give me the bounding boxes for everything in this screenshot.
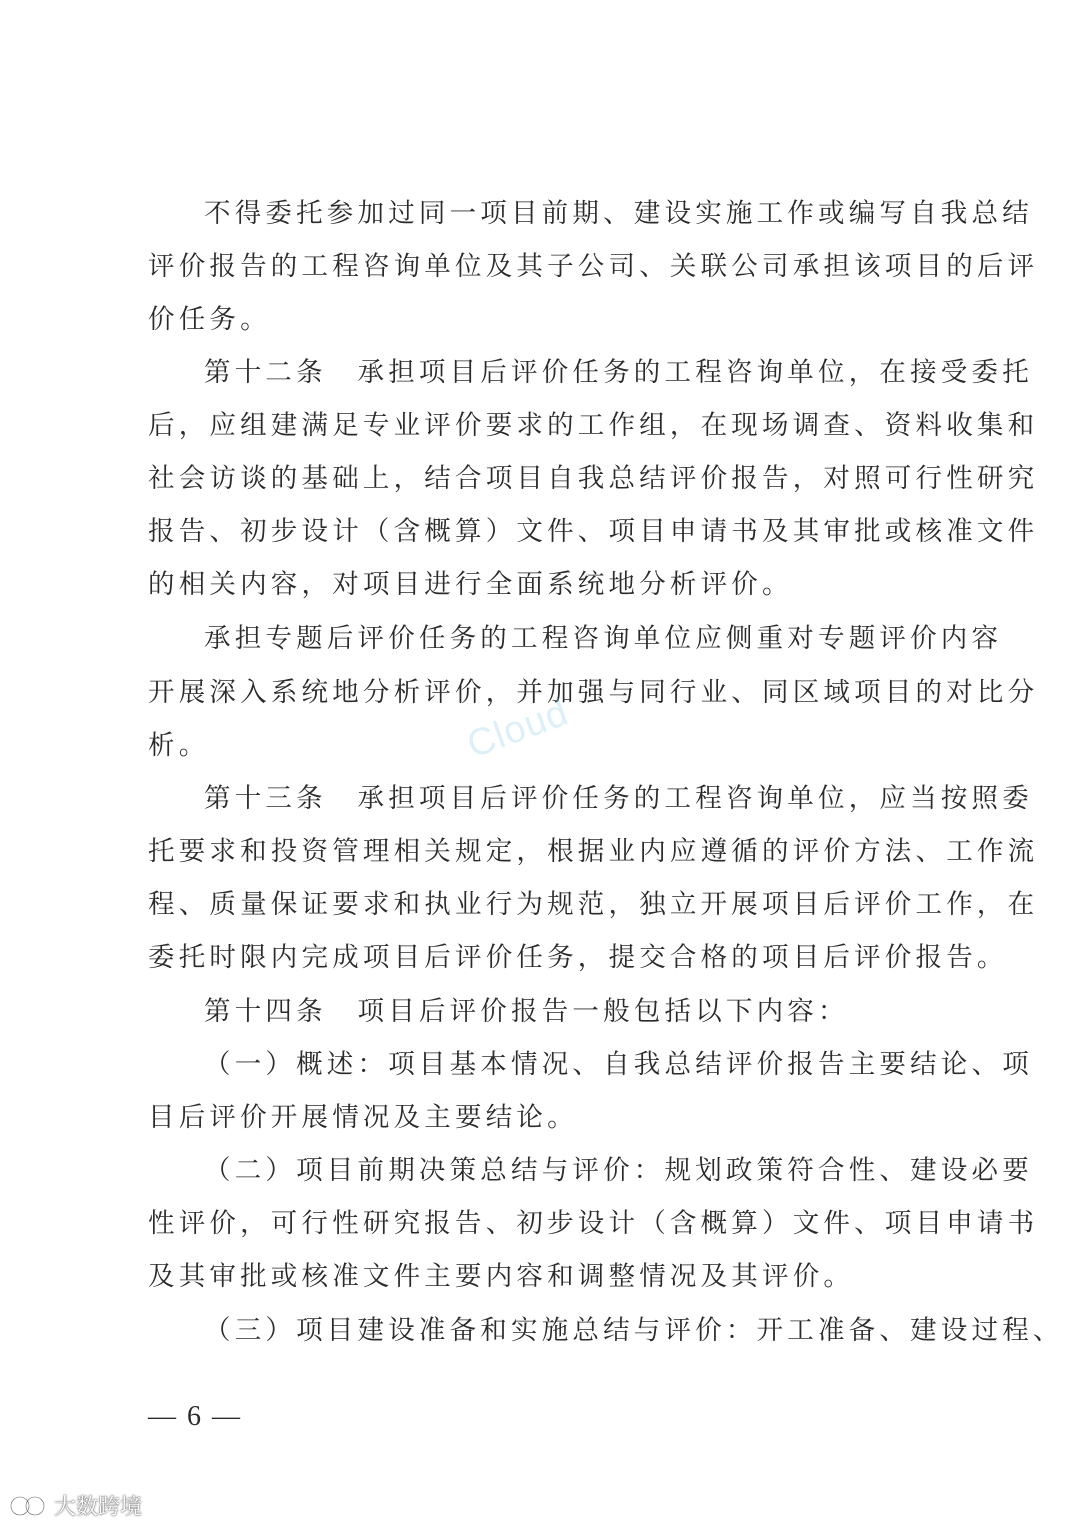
article-14-heading-line: 第十四条 项目后评价报告一般包括以下内容： [204,996,849,1027]
text-line: 后，应组建满足专业评价要求的工作组，在现场调查、资料收集和 [148,410,1039,441]
text-line: 评价报告的工程咨询单位及其子公司、关联公司承担该项目的后评 [148,251,1039,282]
text-line: 析。 [148,730,210,761]
watermark-text: 大数跨境 [54,1495,143,1520]
text-line: 开展深入系统地分析评价，并加强与同行业、同区域项目的对比分 [148,677,1039,708]
list-item-3-line: （三）项目建设准备和实施总结与评价：开工准备、建设过程、 [204,1315,1064,1346]
list-item-1-line: （一）概述：项目基本情况、自我总结评价报告主要结论、项 [204,1049,1033,1080]
article-13-heading-line: 第十三条 承担项目后评价任务的工程咨询单位，应当按照委 [204,783,1033,814]
brand-logo-icon [8,1493,48,1519]
cloud-watermark: Cloud [461,691,575,767]
text-line: 程、质量保证要求和执业行为规范，独立开展项目后评价工作，在 [148,889,1039,920]
source-watermark [8,1490,142,1521]
article-12-heading-line: 第十二条 承担项目后评价任务的工程咨询单位，在接受委托 [204,357,1033,388]
text-line: 的相关内容，对项目进行全面系统地分析评价。 [148,569,793,600]
text-line: 及其审批或核准文件主要内容和调整情况及其评价。 [148,1261,855,1292]
text-line: 不得委托参加过同一项目前期、建设实施工作或编写自我总结 [204,198,1033,229]
text-line: 社会访谈的基础上，结合项目自我总结评价报告，对照可行性研究 [148,463,1039,494]
text-line: 价任务。 [148,304,271,335]
text-line: 委托时限内完成项目后评价任务，提交合格的项目后评价报告。 [148,942,1008,973]
text-line: 承担专题后评价任务的工程咨询单位应侧重对专题评价内容 [204,623,1003,654]
text-line: 报告、初步设计（含概算）文件、项目申请书及其审批或核准文件 [148,516,1039,547]
page-number: — 6 — [148,1401,242,1432]
text-line: 目后评价开展情况及主要结论。 [148,1102,578,1133]
text-line: 性评价，可行性研究报告、初步设计（含概算）文件、项目申请书 [148,1208,1039,1239]
list-item-2-line: （二）项目前期决策总结与评价：规划政策符合性、建设必要 [204,1155,1033,1186]
text-line: 托要求和投资管理相关规定，根据业内应遵循的评价方法、工作流 [148,836,1039,867]
